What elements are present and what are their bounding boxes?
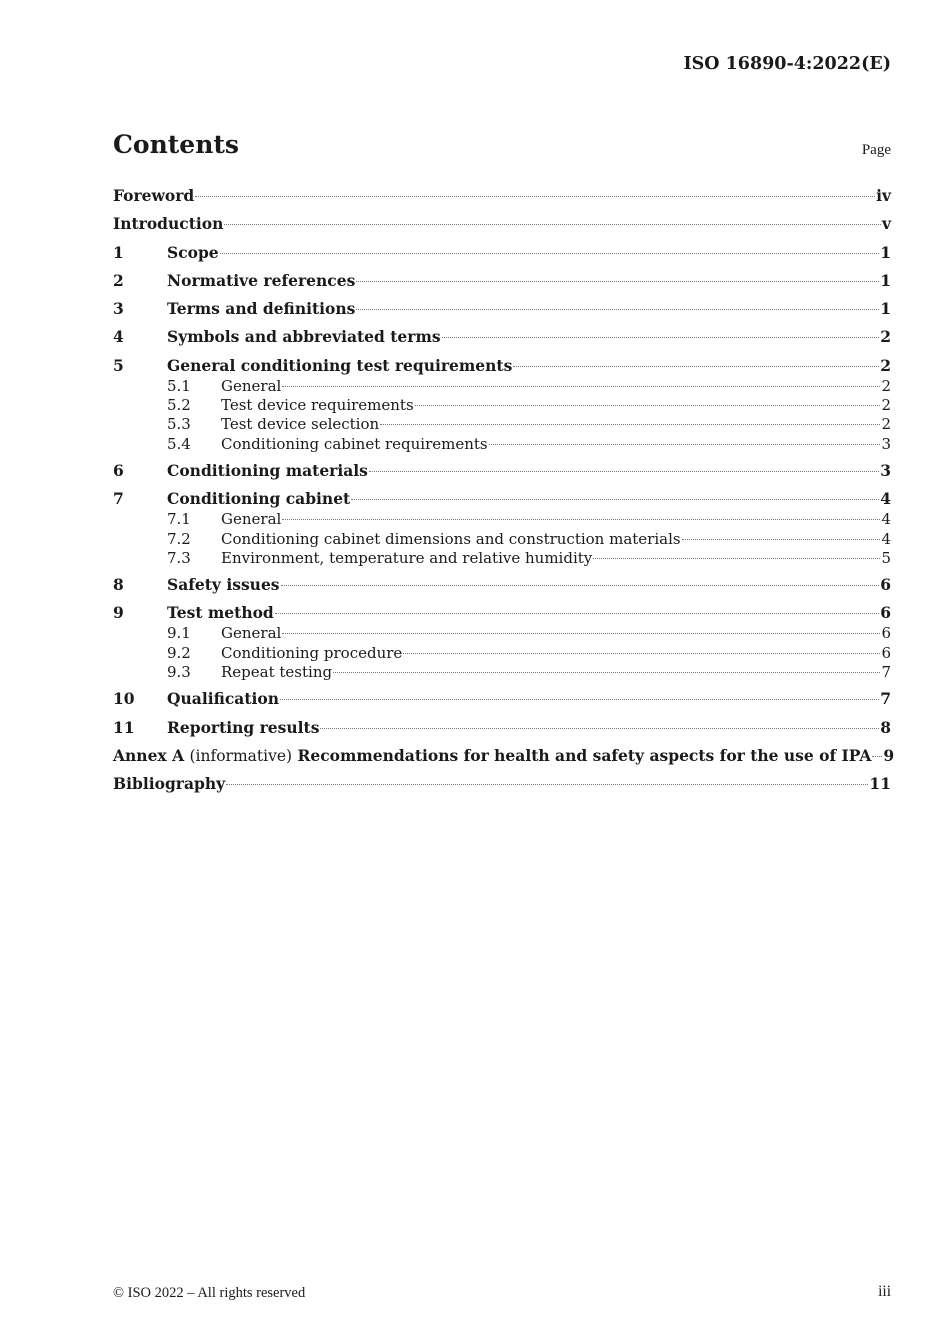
toc-entry-number: 7.1	[167, 510, 191, 529]
toc-entry-title: Environment, temperature and relative humidity	[221, 548, 593, 567]
dot-leader	[333, 672, 880, 673]
toc-entry-page: 7	[880, 689, 891, 709]
toc-entry-number: 9.3	[167, 663, 191, 682]
toc-entry-page: 6	[881, 624, 891, 643]
toc-entry-page: 2	[881, 396, 891, 415]
toc-entry-clause-10[interactable]	[113, 689, 891, 717]
toc-entry-subclause-7-3[interactable]	[113, 549, 891, 568]
toc-entry-page: 6	[880, 575, 891, 595]
toc-entry-title: Test method	[167, 603, 274, 623]
toc-entry-number: 3	[113, 299, 124, 319]
dot-leader	[442, 337, 880, 338]
toc-entry-title: Conditioning cabinet requirements	[221, 434, 488, 453]
toc-entry-page: 6	[880, 603, 891, 623]
toc-entry-number: 5.1	[167, 376, 191, 395]
toc-entry-page: 1	[880, 242, 891, 262]
dot-leader	[356, 281, 879, 282]
toc-entry-title: General	[221, 624, 282, 643]
toc-entry-title: Symbols and abbreviated terms	[167, 327, 441, 347]
toc-entry-page: 2	[880, 355, 891, 375]
toc-entry-bibliography[interactable]	[113, 774, 891, 802]
toc-entry-page: 11	[869, 774, 891, 794]
dot-leader	[369, 471, 879, 472]
dot-leader	[275, 613, 879, 614]
toc-entry-page: 1	[880, 270, 891, 290]
dot-leader	[593, 558, 880, 559]
dot-leader	[489, 444, 881, 445]
dot-leader	[224, 224, 881, 225]
dot-leader	[282, 633, 880, 634]
toc-entry-title: Foreword	[113, 186, 195, 205]
toc-entry-number: 5.4	[167, 434, 191, 453]
dot-leader	[351, 499, 879, 500]
toc-entry-number: 5.3	[167, 415, 191, 434]
toc-entry-number: 11	[113, 717, 135, 737]
toc-entry-title: General conditioning test requirements	[167, 355, 513, 375]
toc-entry-title: Terms and definitions	[167, 299, 356, 319]
toc-entry-page: 4	[881, 529, 891, 548]
toc-entry-clause-8[interactable]	[113, 575, 891, 603]
toc-entry-number: 4	[113, 327, 124, 347]
toc-entry-number: 9	[113, 603, 124, 623]
toc-entry-page: 3	[881, 434, 891, 453]
toc-entry-page: 6	[881, 643, 891, 662]
dot-leader	[356, 309, 879, 310]
toc-entry-page: 5	[881, 548, 891, 567]
toc-entry-page: 2	[881, 415, 891, 434]
toc-entry-title: Conditioning materials	[167, 460, 368, 480]
toc-entry-subclause-5-1[interactable]	[113, 377, 891, 396]
annex-label: Annex A	[113, 745, 185, 765]
toc-entry-title: Qualification	[167, 689, 279, 709]
toc-entry-title: Scope	[167, 242, 219, 262]
toc-entry-title	[113, 746, 871, 765]
toc-entry-clause-11[interactable]	[113, 718, 891, 746]
dot-leader	[282, 386, 880, 387]
toc-entry-clause-1[interactable]	[113, 243, 891, 271]
toc-entry-number: 6	[113, 460, 124, 480]
dot-leader	[281, 585, 880, 586]
toc-entry-page: 7	[881, 663, 891, 682]
contents-title: Contents	[113, 130, 240, 159]
dot-leader	[195, 196, 875, 197]
dot-leader	[415, 405, 881, 406]
toc-entry-subclause-9-3[interactable]	[113, 663, 891, 682]
page-column-label: Page	[861, 142, 891, 158]
annex-type: (informative)	[189, 746, 293, 765]
toc-entry-title: Reporting results	[167, 717, 320, 737]
toc-entry-number: 8	[113, 575, 124, 595]
toc-entry-number: 2	[113, 270, 124, 290]
toc-entry-subclause-9-1[interactable]	[113, 624, 891, 643]
dot-leader	[513, 366, 879, 367]
toc-entry-page: 9	[883, 745, 895, 765]
toc-entry-page: 8	[880, 717, 891, 737]
toc-entry-title: Bibliography	[113, 774, 226, 794]
toc-entry-title: Repeat testing	[221, 663, 333, 682]
toc-entry-clause-7[interactable]	[113, 489, 891, 510]
toc-entry-introduction[interactable]	[113, 214, 891, 242]
toc-entry-page: 2	[881, 376, 891, 395]
toc-entry-title: Test device requirements	[221, 396, 414, 415]
toc-entry-title: Conditioning procedure	[221, 643, 403, 662]
toc-entry-subclause-7-1[interactable]	[113, 510, 891, 529]
toc-entry-subclause-9-2[interactable]	[113, 644, 891, 663]
dot-leader	[280, 699, 879, 700]
document-id: ISO 16890-4:2022(E)	[683, 54, 891, 74]
annex-title: Recommendations for health and safety aspects for the use of IPA	[297, 745, 872, 765]
toc-entry-clause-4[interactable]	[113, 327, 891, 355]
toc-entry-clause-2[interactable]	[113, 271, 891, 299]
toc-entry-clause-3[interactable]	[113, 299, 891, 327]
toc-entry-title: Test device selection	[221, 415, 380, 434]
toc-entry-clause-6[interactable]	[113, 461, 891, 489]
toc-entry-clause-5[interactable]	[113, 356, 891, 377]
toc-entry-page: v	[881, 214, 891, 234]
toc-entry-page: iv	[876, 186, 891, 205]
dot-leader	[220, 253, 880, 254]
toc-entry-number: 1	[113, 242, 124, 262]
copyright-notice: © ISO 2022 – All rights reserved	[113, 1285, 306, 1301]
page-number: iii	[878, 1283, 891, 1300]
table-of-contents	[113, 186, 895, 803]
toc-entry-number: 7.2	[167, 529, 191, 548]
toc-entry-number: 5	[113, 355, 124, 375]
toc-entry-number: 10	[113, 689, 135, 709]
toc-entry-number: 5.2	[167, 396, 191, 415]
toc-entry-page: 4	[880, 489, 891, 509]
toc-entry-foreword[interactable]	[113, 186, 891, 214]
toc-entry-page: 1	[880, 299, 891, 319]
toc-entry-title: Introduction	[113, 214, 224, 234]
dot-leader	[282, 519, 880, 520]
dot-leader	[320, 728, 879, 729]
toc-entry-clause-9[interactable]	[113, 603, 891, 624]
dot-leader	[872, 756, 882, 757]
contents-header	[113, 130, 891, 170]
toc-entry-annex-a[interactable]	[113, 745, 895, 774]
toc-entry-number: 7.3	[167, 548, 191, 567]
toc-entry-title: Conditioning cabinet dimensions and construction materials	[221, 529, 681, 548]
toc-entry-subclause-5-3[interactable]	[113, 415, 891, 434]
toc-entry-subclause-5-2[interactable]	[113, 396, 891, 415]
toc-entry-page: 4	[881, 510, 891, 529]
toc-entry-title: General	[221, 376, 282, 395]
toc-entry-title: Normative references	[167, 270, 356, 290]
dot-leader	[682, 539, 881, 540]
toc-entry-subclause-5-4[interactable]	[113, 435, 891, 454]
toc-entry-number: 9.2	[167, 643, 191, 662]
dot-leader	[403, 653, 880, 654]
dot-leader	[226, 784, 868, 785]
toc-entry-title: Safety issues	[167, 575, 280, 595]
toc-entry-number: 7	[113, 489, 124, 509]
toc-entry-page: 2	[880, 327, 891, 347]
toc-entry-subclause-7-2[interactable]	[113, 530, 891, 549]
toc-entry-title: General	[221, 510, 282, 529]
dot-leader	[380, 424, 880, 425]
toc-entry-number: 9.1	[167, 624, 191, 643]
toc-entry-page: 3	[880, 460, 891, 480]
toc-entry-title: Conditioning cabinet	[167, 489, 351, 509]
